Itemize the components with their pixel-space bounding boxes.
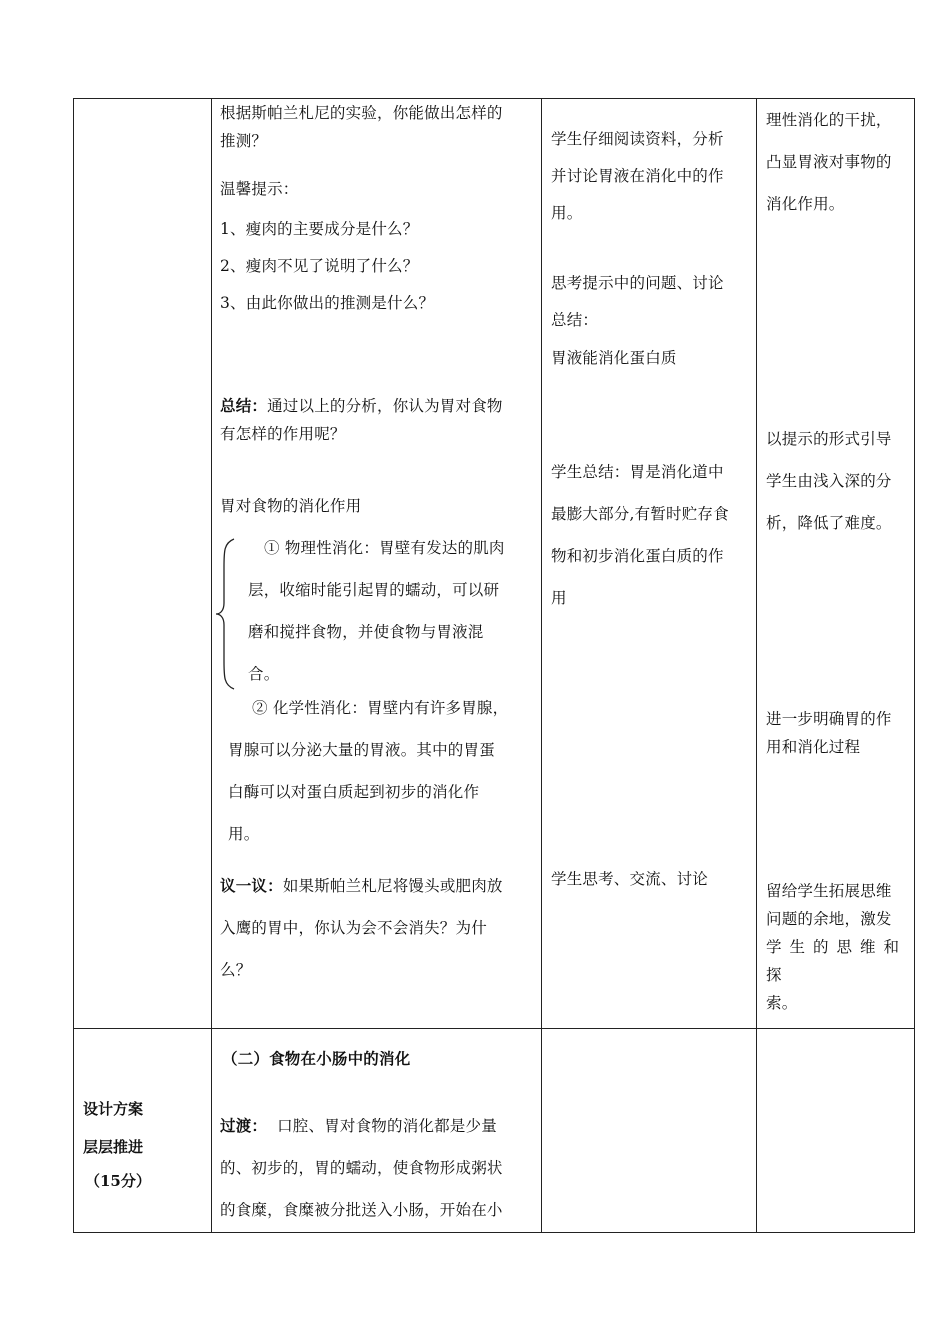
physical-line: 层，收缩时能引起胃的蠕动，可以研 <box>248 581 500 599</box>
activity-line: 最膨大部分,有暂时贮存食 <box>551 505 729 523</box>
table-row <box>74 99 915 1029</box>
transition-line: 的、初步的，胃的蠕动，使食物形成粥状 <box>220 1159 503 1177</box>
intent-line: 进一步明确胃的作 <box>766 710 892 728</box>
stage-time: （15分） <box>85 1172 151 1190</box>
student-think-text <box>551 265 724 339</box>
intent-line: 凸显胃液对事物的 <box>766 153 892 171</box>
digest-title: 胃对食物的消化作用 <box>220 497 362 515</box>
activity-line: 并讨论胃液在消化中的作 <box>551 167 724 185</box>
activity-line: 思考提示中的问题、讨论 <box>551 274 724 292</box>
brace-icon <box>214 537 236 691</box>
intent-line: 留给学生拓展思维 <box>766 882 892 900</box>
hint-item: 2、瘦肉不见了说明了什么？ <box>220 257 419 275</box>
section-title: （二）食物在小肠中的消化 <box>222 1049 411 1068</box>
intent-line: 消化作用。 <box>766 195 845 213</box>
question-text <box>220 99 503 155</box>
stage-label: 层层推进 <box>83 1138 144 1156</box>
chemical-line: ② 化学性消化：胃壁内有许多胃腺， <box>252 699 509 717</box>
student-read-text <box>551 121 724 232</box>
student-conclusion: 胃液能消化蛋白质 <box>551 349 677 367</box>
question-line: 根据斯帕兰札尼的实验，你能做出怎样的 <box>220 104 503 122</box>
hint-title: 温馨提示： <box>220 180 299 198</box>
question-line: 推测？ <box>220 132 268 150</box>
intent-line: 学生的思维和探 <box>766 938 905 984</box>
summary-question <box>220 392 503 448</box>
intent-line: 问题的余地，激发 <box>766 910 892 928</box>
chemical-line: 用。 <box>228 825 260 843</box>
transition-line: 口腔、胃对食物的消化都是少量 <box>277 1117 497 1135</box>
intent-line: 理性消化的干扰， <box>766 111 892 129</box>
discuss-label: 议一议： <box>220 876 283 895</box>
discussion-question <box>220 865 534 991</box>
hint-item: 1、瘦肉的主要成分是什么？ <box>220 220 419 238</box>
student-activity-cell <box>542 99 757 1029</box>
intent-text <box>766 877 905 1017</box>
physical-digestion <box>248 527 534 695</box>
stage-cell-empty <box>74 99 212 1029</box>
physical-line: ① 物理性消化：胃壁有发达的肌肉 <box>264 539 505 557</box>
intent-text <box>766 705 892 761</box>
intent-text <box>766 99 892 225</box>
activity-line: 总结： <box>551 311 599 329</box>
student-activity-cell <box>542 1029 757 1233</box>
student-discuss-text: 学生思考、交流、讨论 <box>551 870 709 888</box>
physical-line: 合。 <box>248 665 280 683</box>
activity-line: 学生总结：胃是消化道中 <box>551 463 724 481</box>
intent-line: 学生由浅入深的分 <box>766 472 892 490</box>
hint-list <box>220 211 434 322</box>
lesson-plan-table <box>73 98 915 1233</box>
intent-line: 以提示的形式引导 <box>766 430 892 448</box>
design-intent-cell <box>757 99 915 1029</box>
activity-line: 用 <box>551 589 567 607</box>
intent-line: 析，降低了难度。 <box>766 514 892 532</box>
design-intent-cell <box>757 1029 915 1233</box>
discuss-text: 么？ <box>220 961 252 979</box>
hint-item: 3、由此你做出的推测是什么？ <box>220 294 435 312</box>
stage-label: 设计方案 <box>83 1100 144 1118</box>
physical-line: 磨和搅拌食物，并使食物与胃液混 <box>248 623 484 641</box>
summary-label: 总结： <box>220 396 268 415</box>
summary-text: 通过以上的分析，你认为胃对食物 <box>267 397 503 415</box>
chemical-digestion <box>228 687 534 855</box>
teaching-content-cell <box>212 99 542 1029</box>
intent-line: 用和消化过程 <box>766 738 861 756</box>
chemical-line: 胃腺可以分泌大量的胃液。其中的胃蛋 <box>228 741 495 759</box>
chemical-line: 白酶可以对蛋白质起到初步的消化作 <box>228 783 480 801</box>
intent-text <box>766 418 892 544</box>
activity-line: 学生仔细阅读资料，分析 <box>551 130 724 148</box>
table-row <box>74 1029 915 1233</box>
discuss-text: 入鹰的胃中，你认为会不会消失？为什 <box>220 919 487 937</box>
student-summary-text <box>551 451 729 619</box>
summary-text: 有怎样的作用呢？ <box>220 425 346 443</box>
stage-cell <box>74 1029 212 1233</box>
transition-label: 过渡： <box>220 1116 268 1135</box>
discuss-text: 如果斯帕兰札尼将馒头或肥肉放 <box>282 877 503 895</box>
teaching-content-cell <box>212 1029 542 1233</box>
transition-text <box>220 1105 534 1231</box>
intent-line: 索。 <box>766 994 798 1012</box>
activity-line: 物和初步消化蛋白质的作 <box>551 547 724 565</box>
transition-line: 的食糜，食糜被分批送入小肠，开始在小 <box>220 1201 503 1219</box>
activity-line: 用。 <box>551 204 583 222</box>
